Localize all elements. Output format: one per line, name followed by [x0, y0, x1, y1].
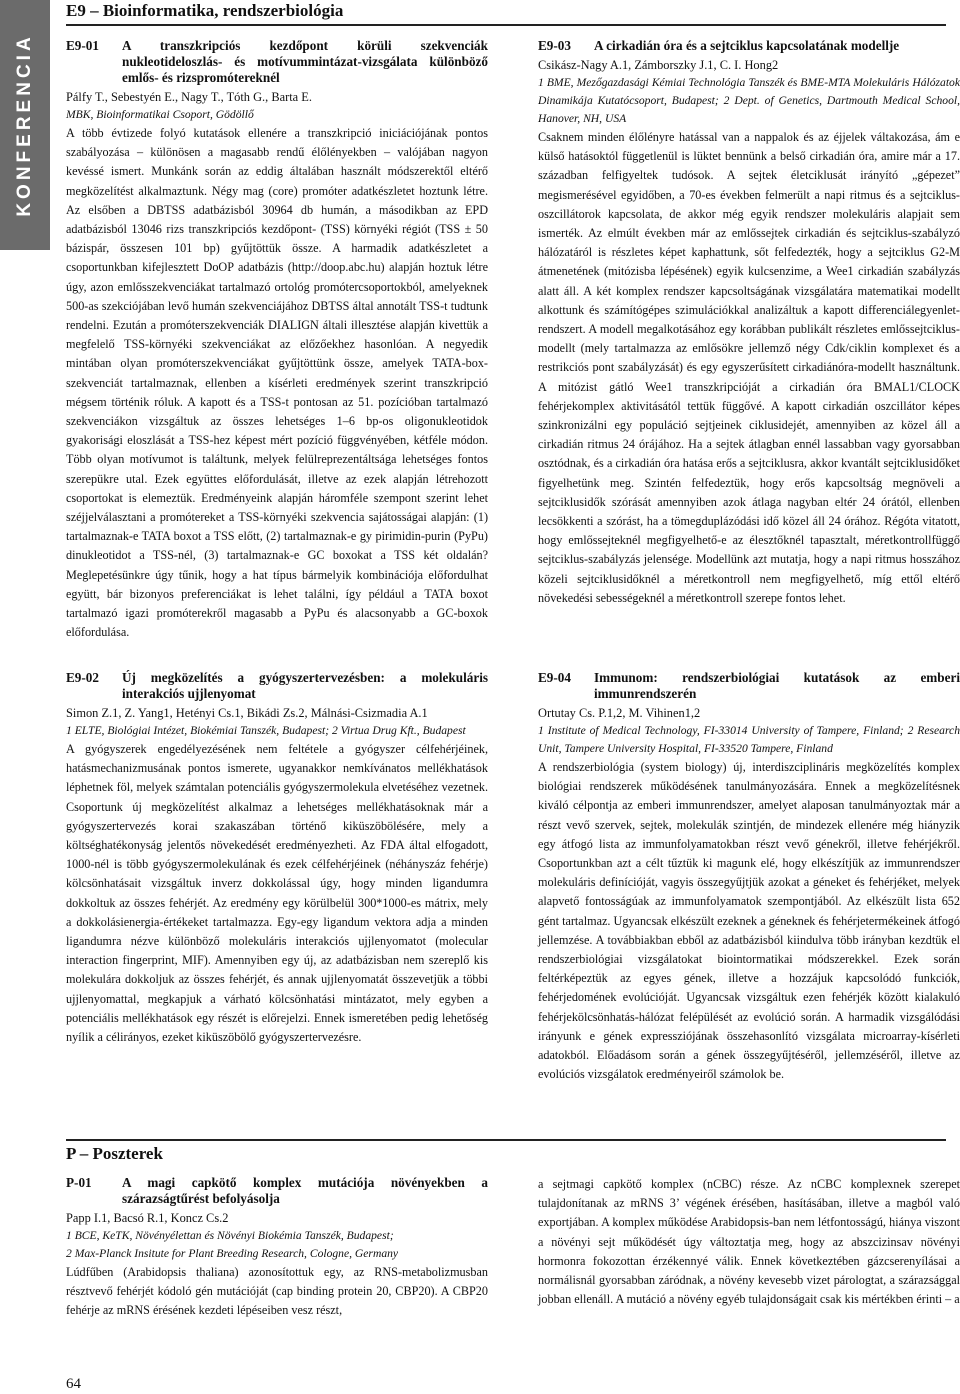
abstract-body: Csaknem minden élőlényre hatással van a nappalok és az éjjelek váltakozása, ám e külső hatásoktól függetlenül is lüktet bennünk a belső cirkadián óra, amire már a 17. században felfigyeltek tudósok. A sejtek életciklusát irányító „gépezet” megismerésével egyidőben, a 70-es években felmerült a napi ritmus és a sejtciklus-oszcillátorok kapcsolata, de akkor még egyik rendszer molekuláris alapjait sem ismerték. Az elmúlt években már az emlőssejtek cirkadián és sejtciklus-szabályzó hálózatáról is részletes képet kaphattunk, sőt felfedezték, hogy a sejtciklus G2-M átmenetének (mitózisba lépésének) egyik kulcsenzime, a Wee1 cirkadián szabályzás alatt áll. A két komplex rendszer kapcsoltságának vizsgálatára matematikai modellt alkottunk és számítógépes szimulációkkal analizáltuk a kapott differenciálegyenlet-rendszert. A modell megalkotásához egy korábban publikált részletes emlőssejtciklus-modellt (mely tartalmazza az emlősökre jellemző négy Cdk/ciklin komplexet és a restrikciós pont szabályzását) és egy egyszerűsített cirkadiánóra-modellt használtunk. A mitózist gátló Wee1 transzkripcióját a cirkadián óra BMAL1/CLOCK fehérjekomplex aktivitásától tettük függővé. A kapott cirkadián oszcillátor képes szinkronizálni egy populáció sejtjeinek ciklusidejét, amennyiben az közel áll a cirkadián ritmus 24 órájához. Ha a sejtek átlagban ennél lassabban vagy gyorsabban osztódnak, és a cirkadián óra hatása erős a sejtciklusra, akkor kvantált sejtciklusidőket figyelhetünk meg. Szintén felfedeztük, hogy erős kapcsoltság megnöveli a sejtciklusidők szórását amennyiben azok átlaga nagyban eltér 24 órától, ellenben lecsökkenti a szórást, ha a tömegduplázódási idő közel áll 24 órához. Régóta vitatott, hogy emlőssejteknél megfigyelhető-e az élesztőknél tapasztalt, méretkontrollfüggő sejtciklus-szabályzás jelensége. Modellünk azt mutatja, hogy a napi ritmus hosszához közeli sejtciklusidőknél a méretkontroll nem megfigyelhető, míg ettől eltérő növekedési sebességeknél a méretkontroll szerepe fontos lehet.: [538, 130, 960, 605]
abstract-authors: Simon Z.1, Z. Yang1, Hetényi Cs.1, Bikádi Zs.2, Málnási-Csizmadia A.1: [66, 706, 428, 720]
side-label: KONFERENCIA: [14, 33, 35, 217]
abstract-affiliation: MBK, Bioinformatikai Csoport, Gödöllő: [66, 108, 254, 121]
abstract-body: A gyógyszerek engedélyezésének nem feltétele a gyógyszer célfehérjéinek, hatásmechanizmusának pontos ismerete, ugyanakkor nemkívánatos mellékhatások léphetnek föl, melyek számtalan potenciális gyógyszermolekula elvetéséhez vezetnek. Csoportunk új megközelítést alkalmaz a lehetséges mellékhatásoknak már a gyógyszertervezés korai szakaszában történő kiküszöbölésére, mely a költséghatékonyság jelentős növekedését eredményezheti. Az FDA által elfogadott, 1000-nél is több gyógyszermolekulának és ezek célfehérjéinek (néhányszáz fehérje) kölcsönhatásait vizsgáltuk inverz dokkolással úgy, hogy minden ligandumra dokkoltuk az összes fehérjét. Az eredmény egy körülbelül 300*1000-es mátrix, mely a dokkolásienergia-értékeket tartalmazza. Egy-egy ligandum vektora adja a minden ligandumra nézve különböző molekuláris interakciós ujjlenyomatot (molecular interaction fingerprint, MIF). Amennyiben egy új, az adatbázisban nem szereplő kis molekulára dokkoljuk az összes fehérjét, és annak ujjlenyomatát összevetjük a többi ujjlenyomattal, megkapjuk a várható kölcsönhatási mintázatot, mely egyben a potenciális mellékhatások egy részét is előrejelzi. Ennek ismeretében pedig lehetőség nyílik a célirányos, ezeket kiküszöbölő gyógyszertervezésre.: [66, 742, 488, 1045]
poster-p-01: [66, 1175, 488, 1321]
abstract-body: A rendszerbiológia (system biology) új, interdiszciplináris megközelítés komplex biológiai rendszerek működésének tanulmányozására. Ennek a megközelítésnek kiváló célpontja az emberi immunrendszer, amelyet alaposan tanulmányoztak már a részt vevő szervek, sejtek, molekulák szintjén, de mindezek ellenére még hiányzik egy átfogó lista az immunfolyamatokban részt vevő génekről, illetve fehérjékről. Csoportunkban azt a célt tűztük ki magunk elé, hogy elkészítjük az immunrendszer molekuláris definícióját, vagyis összegyűjtjük azokat a géneket és fehérjéket, melyek alapvető fontosságúak az immunfolyamatok szempontjából. Az elkészült lista 652 gént tartalmaz. Ugyancsak elkészült ezeknek a géneknek és fehérjetermékeinek átfogó jellemzése. A továbbiakban ebből az adatbázisból kiindulva több irányban kezdtük el rendszerbiológiai vizsgálatokat biointormatikai módszerekkel. Ezek során feltérképeztük az egyes gének, illetve a hozzájuk kapcsolódó funkciók, fehérjedomének evolúcióját. Ugyancsak vizsgáltuk ezen fehérjék között kialakuló fehérjekölcsönhatás-hálózat felépülését az evolúció során. A harmadik vizsgálódási irányunk e gének expressziójának összehasonlító vizsgálata microarray-kísérleti adatokból. Előadásom során a gének összegyűjtéséről, jellemzéséről, illetve az evolúciós vizsgálatok eredményeiről számolok be.: [538, 760, 960, 1082]
abstract-code: E9-01: [66, 38, 99, 53]
abstract-header: [66, 38, 488, 86]
abstract-title: A transzkripciós kezdőpont körüli szekvenciák nukleotideloszlás- és motívummintázat-vizsgálata különböző emlős- és rizspromótereknél: [122, 38, 488, 85]
abstract-e9-03: [538, 38, 960, 608]
poster-body-left: Lúdfűben (Arabidopsis thaliana) azonosítottuk egy, az RNS-metabolizmusban résztvevő fehérjét kódoló gén mutációját (cap binding protein 20, CBP20). A CBP20 fehérje az mRNS érésének kezdeti lépéseiben vesz részt,: [66, 1265, 488, 1318]
poster-body-right: a sejtmagi capkötő komplex (nCBC) része. Az nCBC komplexnek szerepet tulajdonítanak az mRNS 3’ végének érésében, hasításában, illetve a magból való exportjában. A komplex működése Arabidopsis-ban nem létfontosságú, hiánya viszont a növényi sejt működését úgy változtatja meg, hogy az abszcizinsav növényi hormonra fokozottan érzékennyé válik. Ennek következtében gázcserenyílásai a normálisnál gyorsabban záródnak, a növény kevesebb vizet párologtat, a szárazsággal jobban ellenáll. A mutáció a növény egyéb tulajdonságait csak kis mértékben érinti – a: [538, 1177, 960, 1307]
abstract-code: E9-02: [66, 670, 99, 685]
poster-header: [66, 1175, 488, 1207]
abstract-title: Új megközelítés a gyógyszertervezésben: a molekuláris interakciós ujjlenyomat: [122, 670, 488, 701]
page-number: 64: [66, 1376, 81, 1392]
abstract-body: A több évtizede folyó kutatások ellenére a transzkripció iniciációjának pontos szabályozása – különösen a magasabb rendű élőlényekben – valójában nagyon kevéssé ismert. Munkánk során az eddig általában használt módszerektől eltérő megközelítést alkalmaztunk. Négy mag (core) promóter adatkészletet hoztunk létre. Az elsőben a DBTSS adatbázisból 30964 db humán, a másodikban az EPD adatbázisból 13046 rizs transzkripciós kezdőpont- (TSS) környéki régiót (TSS ± 50 bázispár, összesen 101 bp) gyűjtöttük össze. A harmadik adatkészletet a csoportunkban kifejlesztett DoOP adatbázis (http://doop.abc.hu) alapján hoztuk létre úgy, azon emlősszekvenciákat tartalmazó ortológ promótercsoportokból, amelyeknek 500-as szekciójában levő humán szekvenciájához DBTSS által annotált TSS-t tudtunk rendelni. Ezután a promóterszekvenciák DIALIGN általi illesztése alapján kivettük a megfelelő TSS-környéki szekvenciákat az előzőekhez hasonlóan. A negyedik mintában olyan promóterszekvenciákat gyűjtöttünk össze, amelyek TATA-box-szekvenciát tartalmaznak, ellenben a kísérleti eredmények szerint transzkripció mégsem történik róluk. A kapott és a TSS-t pontosan az 51. pozícióban tartalmazó szekvenciákon vizsgáltuk az összes lehetséges 1–6 bp-os oligonukleotidok gyakorisági eloszlását a TSS-hez képest mért pozíció függvényében, kétféle módon. Több olyan motívumot is találtunk, melyek felülreprezentáltsága lehetséges fontos szerepükre utal. Ezek együttes előfordulását, illetve az ezek alapján létrehozott csoportokat is elemeztük. Eredményeink alapján háromféle szempont szerint lehet széjjelválasztani a promótereket a TSS-környéki szekvencia sajátosságai alapján: (1) tartalmaznak-e TATA boxot a TSS előtt, (2) tartalmaznak-e gy pirimidin-purin (PyPu) dinukleotidot a TSS-nél, (3) tartalmaznak-e GC boxokat a TSS két oldalán? Meglepetésünkre úgy tűnik, hogy a hat típus bármelyik kombinációja előfordulhat együtt, bár bizonyos preferenciákat is lehet találni, így például a TATA boxot tartalmazó igazi promóterekről magasabb a PyPu és alacsonyabb a GC-boxok előfordulása.: [66, 126, 488, 640]
abstract-title: A cirkadián óra és a sejtciklus kapcsolatának modellje: [594, 38, 900, 53]
abstract-authors: Csikász-Nagy A.1, Zámborszky J.1, C. I. Hong2: [538, 58, 779, 72]
abstract-affiliation: 1 BME, Mezőgazdasági Kémiai Technológia Tanszék és BME-MTA Molekuláris Hálózatok Dinamikája Kutatócsoport, Budapest; 2 Dept. of Genetics, Dartmouth Medical School, Hanover, NH, USA: [538, 76, 960, 125]
abstract-code: E9-04: [538, 670, 571, 685]
abstract-header: [538, 670, 960, 702]
abstract-affiliation: 1 ELTE, Biológiai Intézet, Biokémiai Tanszék, Budapest; 2 Virtua Drug Kft., Budapest: [66, 724, 466, 737]
abstract-authors: Pálfy T., Sebestyén E., Nagy T., Tóth G., Barta E.: [66, 90, 312, 104]
poster-affiliation-1: 1 BCE, KeTK, Növényélettan és Növényi Biokémia Tanszék, Budapest;: [66, 1229, 394, 1242]
posters-title: P – Poszterek: [66, 1139, 946, 1164]
abstract-affiliation: 1 Institute of Medical Technology, FI-33014 University of Tampere, Finland; 2 Research Unit, Tampere University Hospital, FI-33520 Tampere, Finland: [538, 724, 960, 755]
abstract-header: [66, 670, 488, 702]
abstract-code: E9-03: [538, 38, 571, 53]
abstract-authors: Ortutay Cs. P.1,2, M. Vihinen1,2: [538, 706, 701, 720]
abstract-e9-02: [66, 670, 488, 1047]
abstract-e9-01: [66, 38, 488, 642]
abstract-title: Immunom: rendszerbiológiai kutatások az emberi immunrendszerén: [594, 670, 960, 701]
poster-p-01-continued: [538, 1175, 960, 1309]
section-title: E9 – Bioinformatika, rendszerbiológia: [66, 0, 946, 26]
poster-authors: Papp I.1, Bacsó R.1, Koncz Cs.2: [66, 1211, 229, 1225]
poster-code: P-01: [66, 1175, 92, 1190]
abstract-e9-04: [538, 670, 960, 1084]
abstract-header: [538, 38, 960, 54]
side-band: [0, 0, 50, 250]
poster-affiliation-2: 2 Max-Planck Insitute for Plant Breeding Research, Cologne, Germany: [66, 1247, 399, 1260]
poster-title: A magi capkötő komplex mutációja növényekben a szárazságtűrést befolyásolja: [122, 1175, 488, 1206]
